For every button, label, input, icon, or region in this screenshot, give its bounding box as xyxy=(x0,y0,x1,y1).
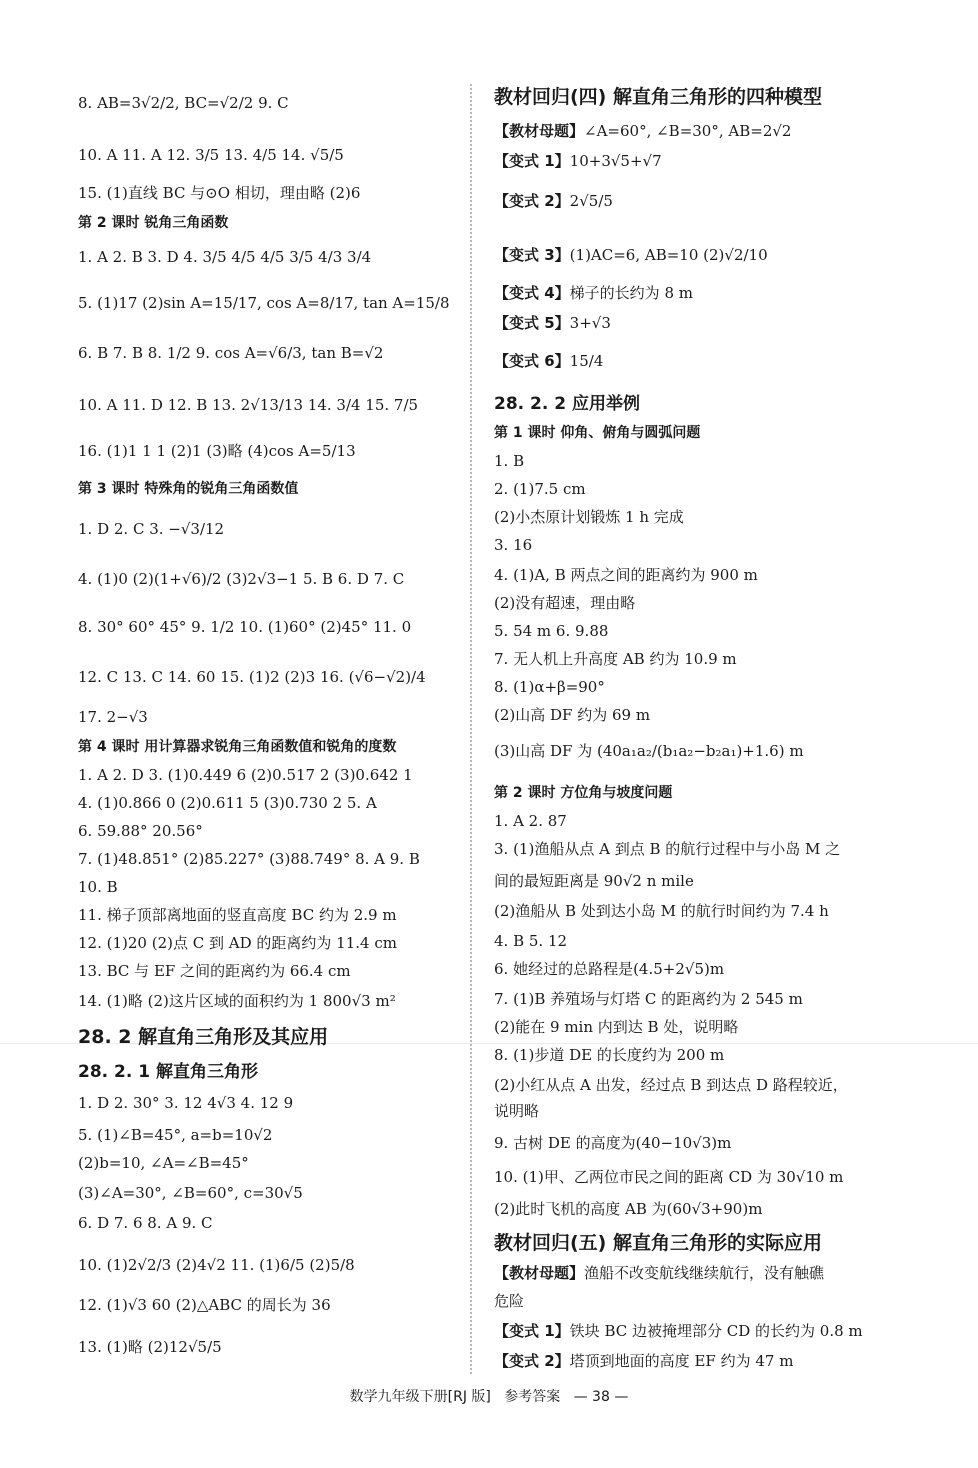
right-answer-line-38 xyxy=(494,1294,524,1309)
left-answer-line-17 xyxy=(78,796,377,811)
left-answer-line-34 xyxy=(78,1340,222,1355)
variant-tag: 【教材母题】 xyxy=(494,1264,585,1282)
right-answer-line-4 xyxy=(494,248,768,263)
left-answer-line-28 xyxy=(78,1128,272,1143)
line-text: 5. (1)17 (2)sin A=15/17, cos A=8/17, tan A=15/8 xyxy=(78,294,450,312)
line-text: 8. 30° 60° 45° 9. 1/2 10. (1)60° (2)45° 11. 0 xyxy=(78,618,412,636)
right-answer-line-16 xyxy=(494,624,608,639)
left-answer-line-16 xyxy=(78,768,413,783)
right-answer-line-22 xyxy=(494,814,567,829)
left-answer-line-18 xyxy=(78,824,203,839)
variant-tag: 【变式 1】 xyxy=(494,152,570,170)
right-answer-line-31 xyxy=(494,1078,848,1093)
line-text: (3)∠A=30°, ∠B=60°, c=30√5 xyxy=(78,1184,303,1202)
line-text: 12. C 13. C 14. 60 15. (1)2 (2)3 16. (√6−√2)/4 xyxy=(78,668,426,686)
left-answer-line-24 xyxy=(78,994,396,1009)
left-heading-3 xyxy=(78,216,228,230)
line-text: 教材回归(五) 解直角三角形的实际应用 xyxy=(494,1232,822,1254)
right-answer-line-23 xyxy=(494,842,840,857)
left-answer-line-5 xyxy=(78,296,450,311)
left-answer-line-29 xyxy=(78,1156,249,1171)
line-text: (2)此时飞机的高度 AB 为(60√3+90)m xyxy=(494,1200,763,1218)
line-text: 8. AB=3√2/2, BC=√2/2 9. C xyxy=(78,94,289,112)
line-text: 第 3 课时 特殊角的锐角三角函数值 xyxy=(78,481,299,497)
line-text: 塔顶到地面的高度 EF 约为 47 m xyxy=(569,1352,794,1370)
line-text: 10. B xyxy=(78,878,118,896)
right-answer-line-24 xyxy=(494,874,694,889)
line-text: 第 1 课时 仰角、俯角与圆弧问题 xyxy=(494,425,701,441)
right-answer-line-17 xyxy=(494,652,737,667)
line-text: 2. (1)7.5 cm xyxy=(494,480,586,498)
right-answer-line-35 xyxy=(494,1202,762,1217)
line-text: (2)山高 DF 约为 69 m xyxy=(494,706,651,724)
right-answer-line-7 xyxy=(494,354,603,369)
variant-tag: 【变式 6】 xyxy=(494,352,570,370)
right-answer-line-39 xyxy=(494,1324,863,1339)
left-answer-line-33 xyxy=(78,1298,331,1313)
line-text: (3)山高 DF 为 (40a₁a₂/(b₁a₂−b₂a₁)+1.6) m xyxy=(494,742,804,760)
right-answer-line-19 xyxy=(494,708,650,723)
left-answer-line-27 xyxy=(78,1096,293,1111)
left-answer-line-13 xyxy=(78,670,426,685)
right-answer-line-11 xyxy=(494,482,586,497)
right-answer-line-37 xyxy=(494,1266,824,1281)
right-answer-line-6 xyxy=(494,316,611,331)
line-text: 危险 xyxy=(494,1292,525,1310)
left-answer-line-14 xyxy=(78,710,148,725)
right-heading-0 xyxy=(494,88,822,107)
column-divider xyxy=(470,84,472,1374)
left-answer-line-20 xyxy=(78,880,118,895)
right-answer-line-40 xyxy=(494,1354,793,1369)
left-answer-line-10 xyxy=(78,522,224,537)
right-heading-9 xyxy=(494,426,700,440)
right-answer-line-27 xyxy=(494,962,724,977)
left-answer-line-4 xyxy=(78,250,371,265)
line-text: 4. B 5. 12 xyxy=(494,932,568,950)
line-text: 第 2 课时 方位角与坡度问题 xyxy=(494,785,673,801)
page-footer xyxy=(0,1386,978,1406)
left-answer-line-6 xyxy=(78,346,383,361)
line-text: 13. BC 与 EF 之间的距离约为 66.4 cm xyxy=(78,962,351,980)
line-text: 28. 2. 2 应用举例 xyxy=(494,394,640,414)
line-text: ∠A=60°, ∠B=30°, AB=2√2 xyxy=(584,122,792,140)
variant-tag: 【教材母题】 xyxy=(494,122,585,140)
line-text: 12. (1)20 (2)点 C 到 AD 的距离约为 11.4 cm xyxy=(78,934,397,952)
line-text: 5. (1)∠B=45°, a=b=10√2 xyxy=(78,1126,273,1144)
footer-book-title: 数学九年级下册[RJ 版] xyxy=(349,1389,491,1405)
left-answer-line-12 xyxy=(78,620,411,635)
line-text: 10. (1)甲、乙两位市民之间的距离 CD 为 30√10 m xyxy=(494,1168,844,1186)
line-text: 7. 无人机上升高度 AB 约为 10.9 m xyxy=(494,650,737,668)
line-text: 4. (1)A, B 两点之间的距离约为 900 m xyxy=(494,566,758,584)
line-text: 6. B 7. B 8. 1/2 9. cos A=√6/3, tan B=√2 xyxy=(78,344,384,362)
variant-tag: 【变式 2】 xyxy=(494,192,570,210)
left-answer-line-2 xyxy=(78,186,360,201)
line-text: 第 4 课时 用计算器求锐角三角函数值和锐角的度数 xyxy=(78,739,397,755)
line-text: (2)渔船从 B 处到达小岛 M 的航行时间约为 7.4 h xyxy=(494,902,829,920)
left-answer-line-19 xyxy=(78,852,420,867)
line-text: 8. (1)步道 DE 的长度约为 200 m xyxy=(494,1046,725,1064)
left-answer-line-21 xyxy=(78,908,397,923)
right-answer-line-2 xyxy=(494,154,662,169)
line-text: (2)小杰原计划锻炼 1 h 完成 xyxy=(494,508,684,526)
left-answer-line-8 xyxy=(78,444,356,459)
line-text: (2)小红从点 A 出发，经过点 B 到达点 D 路程较近， xyxy=(494,1076,848,1094)
right-answer-line-13 xyxy=(494,538,532,553)
line-text: 1. A 2. D 3. (1)0.449 6 (2)0.517 2 (3)0.642 1 xyxy=(78,766,413,784)
line-text: 6. 59.88° 20.56° xyxy=(78,822,203,840)
right-heading-21 xyxy=(494,786,672,800)
line-text: 第 2 课时 锐角三角函数 xyxy=(78,215,229,231)
right-answer-line-32 xyxy=(494,1104,539,1119)
right-answer-line-26 xyxy=(494,934,567,949)
right-answer-line-25 xyxy=(494,904,829,919)
line-text: 9. 古树 DE 的高度为(40−10√3)m xyxy=(494,1134,732,1152)
line-text: 3. (1)渔船从点 A 到点 B 的航行过程中与小岛 M 之 xyxy=(494,840,841,858)
line-text: (2)b=10, ∠A=∠B=45° xyxy=(78,1154,249,1172)
left-answer-line-22 xyxy=(78,936,397,951)
line-text: 10. A 11. D 12. B 13. 2√13/13 14. 3/4 15. 7/5 xyxy=(78,396,419,414)
variant-tag: 【变式 5】 xyxy=(494,314,570,332)
line-text: 1. D 2. 30° 3. 12 4√3 4. 12 9 xyxy=(78,1094,294,1112)
line-text: 说明略 xyxy=(494,1102,540,1120)
variant-tag: 【变式 3】 xyxy=(494,246,570,264)
left-heading-25 xyxy=(78,1028,328,1047)
left-answer-line-1 xyxy=(78,148,344,163)
right-answer-line-28 xyxy=(494,992,803,1007)
variant-tag: 【变式 2】 xyxy=(494,1352,570,1370)
line-text: 3. 16 xyxy=(494,536,533,554)
line-text: 7. (1)B 养殖场与灯塔 C 的距离约为 2 545 m xyxy=(494,990,803,1008)
line-text: 15/4 xyxy=(569,352,604,370)
footer-page-number: — 38 — xyxy=(573,1389,629,1405)
right-answer-line-12 xyxy=(494,510,684,525)
line-text: (2)能在 9 min 内到达 B 处，说明略 xyxy=(494,1018,739,1036)
line-text: 16. (1)1 1 1 (2)1 (3)略 (4)cos A=5/13 xyxy=(78,442,356,460)
right-answer-line-15 xyxy=(494,596,635,611)
right-answer-line-5 xyxy=(494,286,693,301)
line-text: 14. (1)略 (2)这片区域的面积约为 1 800√3 m² xyxy=(78,992,396,1010)
line-text: 28. 2 解直角三角形及其应用 xyxy=(78,1026,329,1048)
line-text: 6. 她经过的总路程是(4.5+2√5)m xyxy=(494,960,725,978)
line-text: 7. (1)48.851° (2)85.227° (3)88.749° 8. A 9. B xyxy=(78,850,420,868)
right-answer-line-29 xyxy=(494,1020,738,1035)
line-text: 10. (1)2√2/3 (2)4√2 11. (1)6/5 (2)5/8 xyxy=(78,1256,355,1274)
line-text: 1. A 2. B 3. D 4. 3/5 4/5 4/5 3/5 4/3 3/4 xyxy=(78,248,372,266)
right-heading-36 xyxy=(494,1234,822,1253)
line-text: 梯子的长约为 8 m xyxy=(569,284,693,302)
variant-tag: 【变式 1】 xyxy=(494,1322,570,1340)
line-text: 5. 54 m 6. 9.88 xyxy=(494,622,609,640)
footer-section: 参考答案 xyxy=(504,1389,561,1405)
left-answer-line-23 xyxy=(78,964,351,979)
left-heading-26 xyxy=(78,1064,258,1081)
line-text: 4. (1)0 (2)(1+√6)/2 (3)2√3−1 5. B 6. D 7. C xyxy=(78,570,405,588)
line-text: 15. (1)直线 BC 与⊙O 相切，理由略 (2)6 xyxy=(78,184,361,202)
line-text: 间的最短距离是 90√2 n mile xyxy=(494,872,694,890)
line-text: 2√5/5 xyxy=(569,192,613,210)
line-text: 10. A 11. A 12. 3/5 13. 4/5 14. √5/5 xyxy=(78,146,344,164)
right-answer-line-14 xyxy=(494,568,758,583)
left-answer-line-30 xyxy=(78,1186,303,1201)
left-answer-line-0 xyxy=(78,96,289,111)
left-answer-line-11 xyxy=(78,572,404,587)
line-text: 13. (1)略 (2)12√5/5 xyxy=(78,1338,222,1356)
line-text: 12. (1)√3 60 (2)△ABC 的周长为 36 xyxy=(78,1296,331,1314)
right-answer-line-18 xyxy=(494,680,605,695)
right-answer-line-10 xyxy=(494,454,524,469)
line-text: 6. D 7. 6 8. A 9. C xyxy=(78,1214,213,1232)
right-answer-line-3 xyxy=(494,194,613,209)
line-text: (1)AC=6, AB=10 (2)√2/10 xyxy=(569,246,768,264)
left-answer-line-32 xyxy=(78,1258,355,1273)
left-heading-9 xyxy=(78,482,298,496)
right-heading-8 xyxy=(494,396,640,413)
variant-tag: 【变式 4】 xyxy=(494,284,570,302)
right-answer-line-30 xyxy=(494,1048,724,1063)
line-text: 8. (1)α+β=90° xyxy=(494,678,605,696)
line-text: 3+√3 xyxy=(569,314,611,332)
line-text: 渔船不改变航线继续航行，没有触礁 xyxy=(584,1264,825,1282)
line-text: 1. A 2. 87 xyxy=(494,812,567,830)
line-text: (2)没有超速，理由略 xyxy=(494,594,636,612)
right-answer-line-1 xyxy=(494,124,791,139)
line-text: 1. D 2. C 3. −√3/12 xyxy=(78,520,225,538)
line-text: 4. (1)0.866 0 (2)0.611 5 (3)0.730 2 5. A xyxy=(78,794,377,812)
line-text: 28. 2. 1 解直角三角形 xyxy=(78,1062,258,1082)
line-text: 铁块 BC 边被掩埋部分 CD 的长约为 0.8 m xyxy=(569,1322,863,1340)
right-answer-line-20 xyxy=(494,744,804,759)
left-answer-line-31 xyxy=(78,1216,213,1231)
line-text: 11. 梯子顶部离地面的竖直高度 BC 约为 2.9 m xyxy=(78,906,397,924)
line-text: 10+3√5+√7 xyxy=(569,152,662,170)
left-heading-15 xyxy=(78,740,396,754)
line-text: 1. B xyxy=(494,452,525,470)
line-text: 教材回归(四) 解直角三角形的四种模型 xyxy=(494,86,822,108)
right-answer-line-34 xyxy=(494,1170,843,1185)
line-text: 17. 2−√3 xyxy=(78,708,148,726)
left-answer-line-7 xyxy=(78,398,418,413)
right-answer-line-33 xyxy=(494,1136,731,1151)
